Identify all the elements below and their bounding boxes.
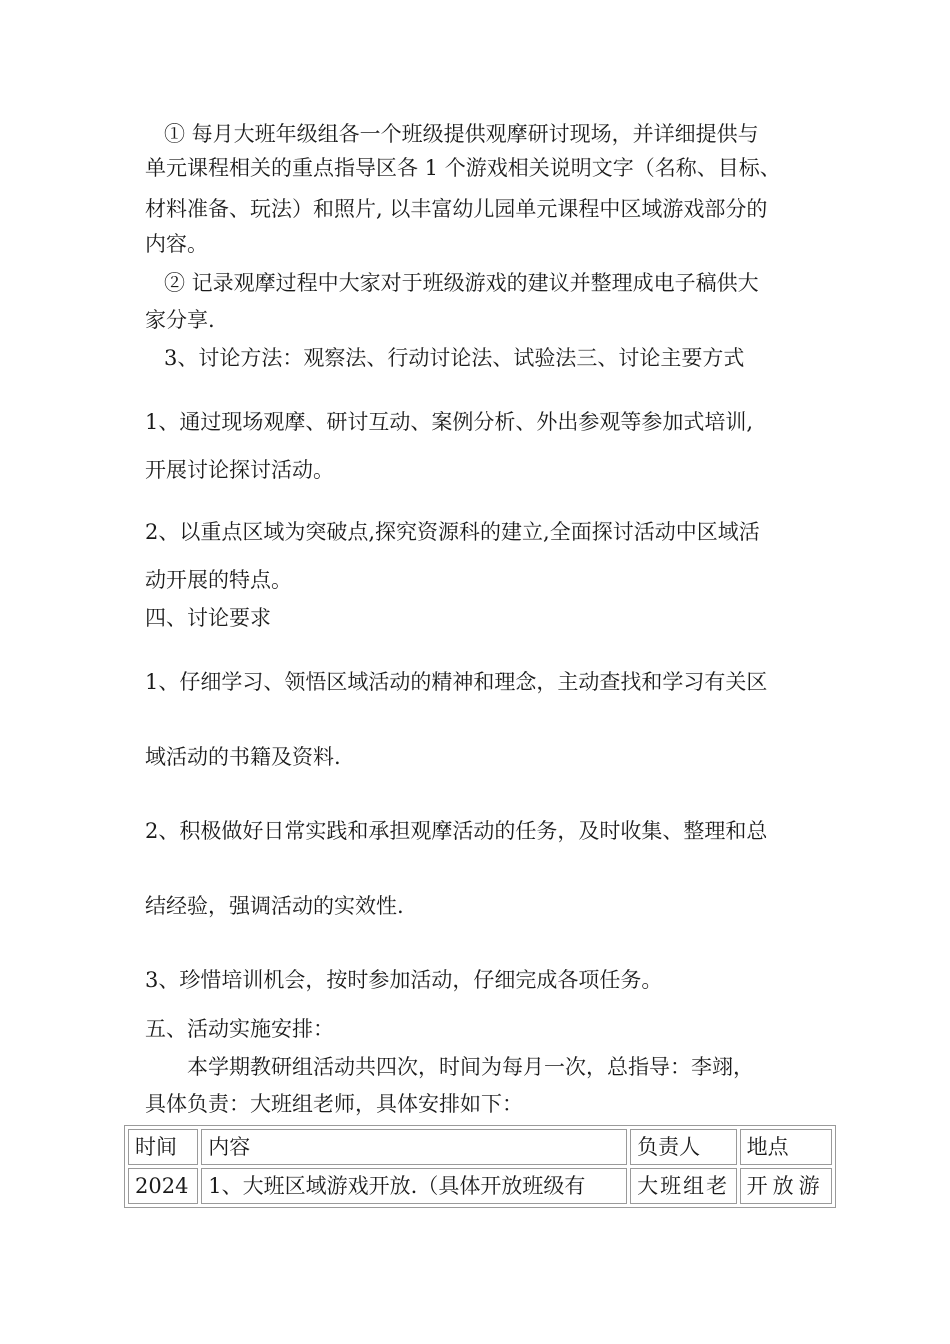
table-row [128,1168,832,1204]
table-cell-time: 2024 [128,1168,198,1204]
section-heading: 四、讨论要求 [145,606,271,630]
paragraph-line: 开展讨论探讨活动。 [145,458,334,482]
paragraph-line: 本学期教研组活动共四次，时间为每月一次，总指导：李翊， [187,1055,754,1079]
paragraph-line: 3、讨论方法：观察法、行动讨论法、试验法三、讨论主要方式 [164,346,745,370]
paragraph-line: 3、珍惜培训机会，按时参加活动，仔细完成各项任务。 [145,968,663,992]
table-cell-owner: 大班组老 [630,1168,736,1204]
paragraph-line: 2、以重点区域为突破点,探究资源科的建立,全面探讨活动中区域活 [145,520,760,544]
paragraph-line: 1、仔细学习、领悟区域活动的精神和理念，主动查找和学习有关区 [145,670,768,694]
paragraph-line: 结经验，强调活动的实效性. [145,894,404,918]
header-cell-time: 时间 [128,1129,198,1165]
table-cell-content: 1、大班区域游戏开放.（具体开放班级有 [201,1168,627,1204]
table-header-row [128,1129,832,1165]
paragraph-line: 域活动的书籍及资料. [145,745,341,769]
paragraph-line: 材料准备、玩法）和照片, 以丰富幼儿园单元课程中区域游戏部分的 [145,197,768,221]
table-cell-location: 开放游 [740,1168,832,1204]
paragraph-line: ① 每月大班年级组各一个班级提供观摩研讨现场，并详细提供与 [164,122,759,146]
paragraph-line: ② 记录观摩过程中大家对于班级游戏的建议并整理成电子稿供大 [164,271,759,295]
schedule-table [124,1125,836,1208]
header-cell-location: 地点 [740,1129,832,1165]
header-cell-content: 内容 [201,1129,627,1165]
paragraph-line: 具体负责：大班组老师，具体安排如下： [145,1092,523,1116]
paragraph-line: 单元课程相关的重点指导区各 1 个游戏相关说明文字（名称、目标、 [145,156,781,180]
header-cell-owner: 负责人 [630,1129,736,1165]
paragraph-line: 家分享. [145,308,215,332]
section-heading: 五、活动实施安排： [145,1017,334,1041]
paragraph-line: 2、积极做好日常实践和承担观摩活动的任务，及时收集、整理和总 [145,819,768,843]
paragraph-line: 1、通过现场观摩、研讨互动、案例分析、外出参观等参加式培训, [145,410,754,434]
paragraph-line: 动开展的特点。 [145,568,292,592]
paragraph-line: 内容。 [145,232,208,256]
